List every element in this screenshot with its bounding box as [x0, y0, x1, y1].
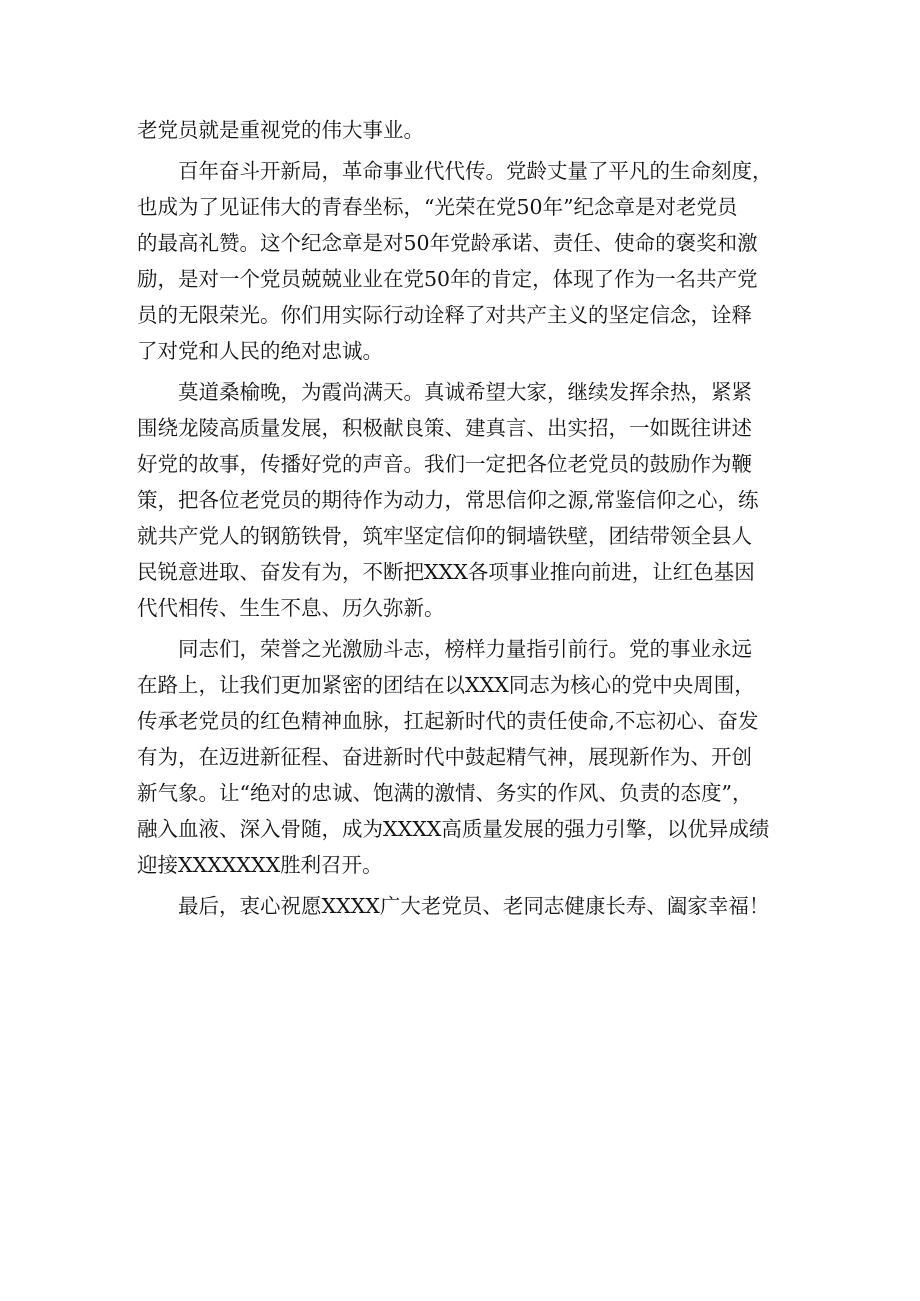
text-line: 融入血液、深入骨随，成为XXXX高质量发展的强力引擎，以优异成绩 — [137, 817, 770, 841]
paragraph-5 — [137, 888, 797, 924]
text-line: 有为，在迈进新征程、奋进新时代中鼓起精气神，展现新作为、开创 — [137, 745, 752, 769]
text-line: 迎接XXXXXXX胜利召开。 — [137, 853, 383, 877]
text-line: 就共产党人的钢筋铁骨，筑牢坚定信仰的铜墙铁壁，团结带领全县人 — [137, 524, 752, 548]
text-line: 也成为了见证伟大的青春坐标，“光荣在党50年”纪念章是对老党员 — [137, 195, 738, 219]
text-line: 励，是对一个党员兢兢业业在党50年的肯定，体现了作为一名共产党 — [137, 267, 758, 291]
text-line: 百年奋斗开新局，革命事业代代传。党龄丈量了平凡的生命刻度， — [137, 159, 773, 183]
text-line: 老党员就是重视党的伟大事业。 — [137, 118, 424, 142]
text-line: 代代相传、生生不息、历久弥新。 — [137, 596, 445, 620]
text-line: 围绕龙陵高质量发展，积极献良策、建真言、出实招，一如既往讲述 — [137, 416, 752, 440]
paragraph-4 — [137, 631, 797, 883]
document-body — [137, 112, 797, 924]
text-line: 了对党和人民的绝对忠诚。 — [137, 339, 383, 363]
text-line: 员的无限荣光。你们用实际行动诠释了对共产主义的坚定信念，诠释 — [137, 303, 752, 327]
text-line: 的最高礼赞。这个纪念章是对50年党龄承诺、责任、使命的褒奖和激 — [137, 231, 758, 255]
text-line: 莫道桑榆晚，为霞尚满天。真诚希望大家，继续发挥余热，紧紧 — [137, 380, 752, 404]
text-line: 传承老党员的红色精神血脉，扛起新时代的责任使命,不忘初心、奋发 — [137, 709, 759, 733]
text-line: 好党的故事，传播好党的声音。我们一定把各位老党员的鼓励作为鞭 — [137, 452, 752, 476]
paragraph-3 — [137, 374, 797, 626]
paragraph-2 — [137, 153, 797, 369]
text-line: 同志们，荣誉之光激励斗志，榜样力量指引前行。党的事业永远 — [137, 637, 752, 661]
paragraph-1 — [137, 112, 797, 148]
text-line: 新气象。让“绝对的忠诚、饱满的激情、务实的作风、负责的态度”， — [137, 781, 753, 805]
text-line: 最后，衷心祝愿XXXX广大老党员、老同志健康长寿、阖家幸福！ — [137, 894, 770, 918]
text-line: 策，把各位老党员的期待作为动力，常思信仰之源,常鉴信仰之心，练 — [137, 488, 759, 512]
text-line: 在路上，让我们更加紧密的团结在以XXX同志为核心的党中央周围， — [137, 673, 755, 697]
text-line: 民锐意进取、奋发有为，不断把XXX各项事业推向前进，让红色基因 — [137, 560, 755, 584]
